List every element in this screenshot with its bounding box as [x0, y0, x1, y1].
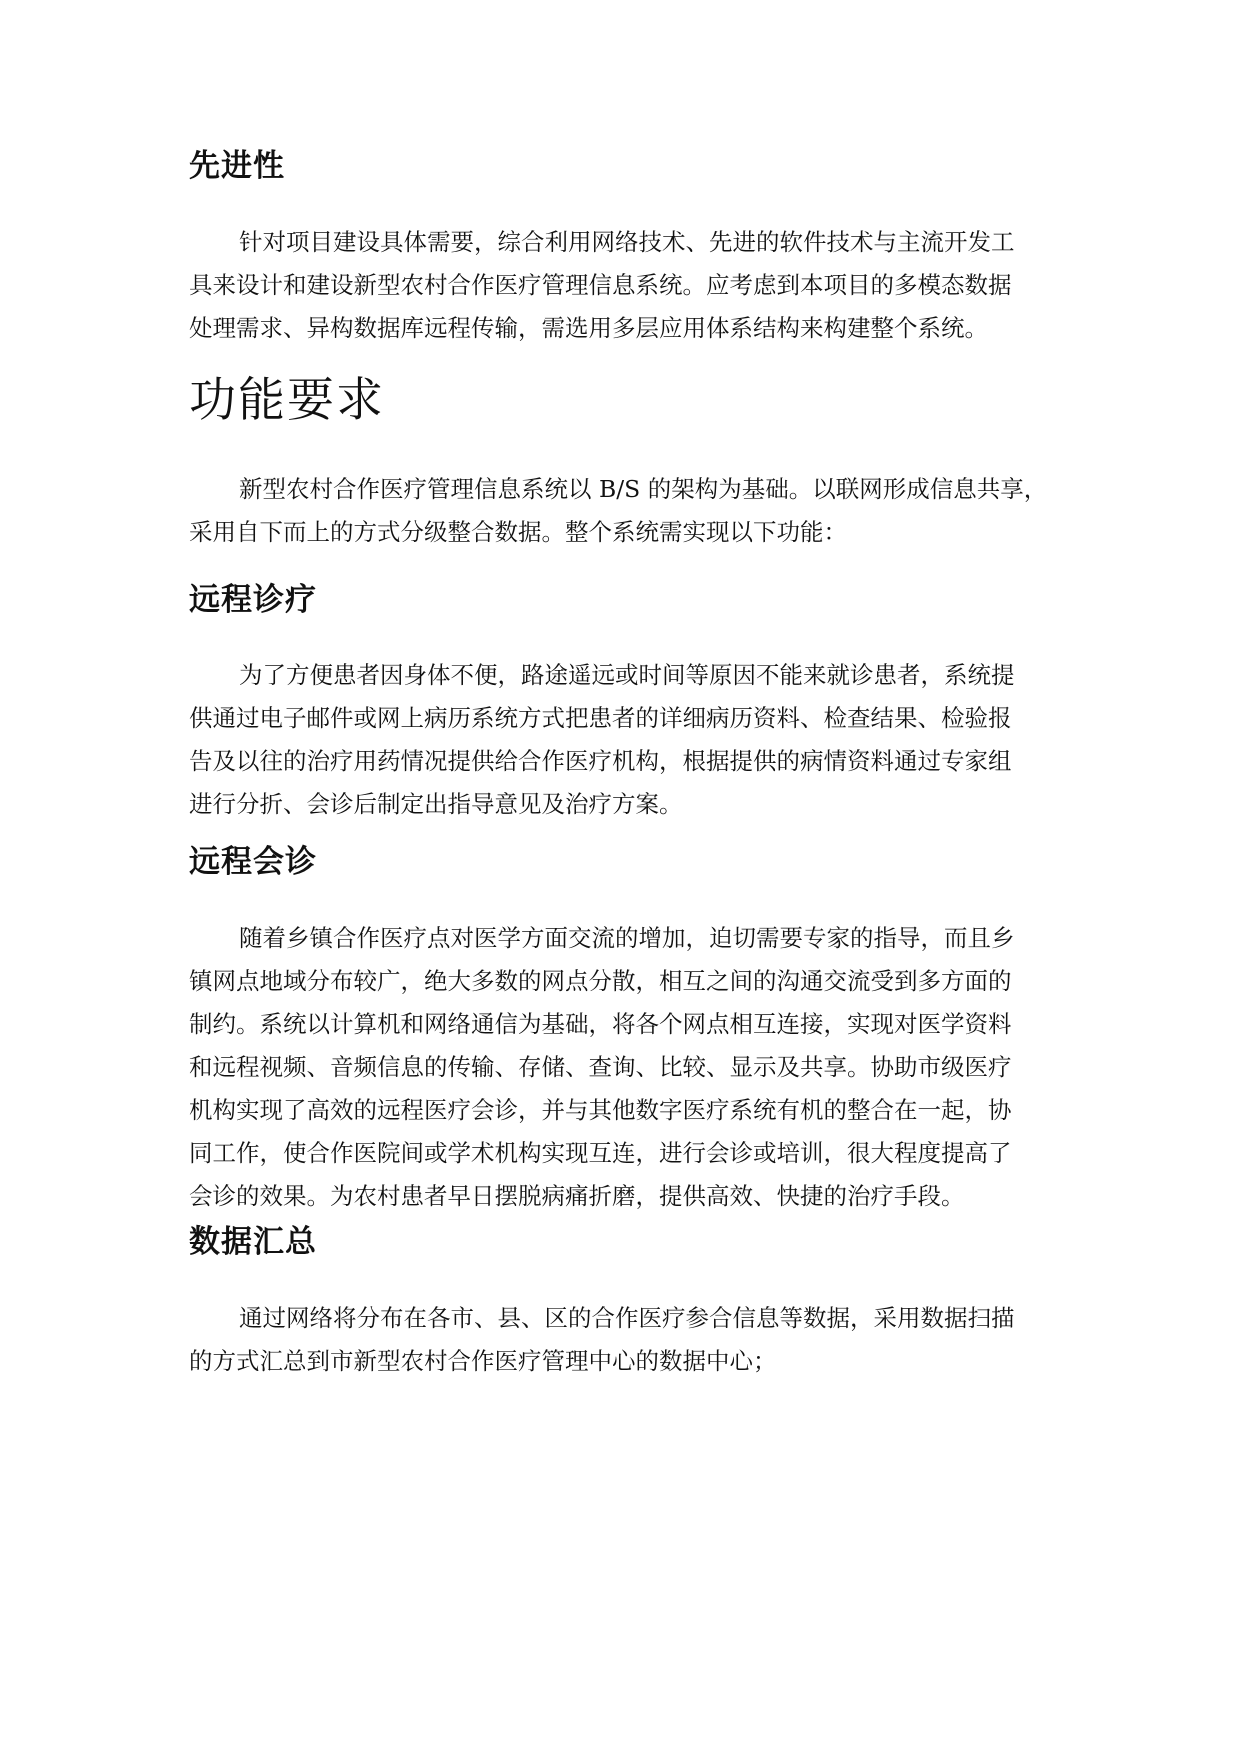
text-line: 具来设计和建设新型农村合作医疗管理信息系统。应考虑到本项目的多模态数据: [189, 271, 1012, 299]
text-line: 针对项目建设具体需要，综合利用网络技术、先进的软件技术与主流开发工: [239, 228, 1015, 256]
section-heading-advanced: 先进性: [189, 148, 285, 184]
text-line: 处理需求、异构数据库远程传输，需选用多层应用体系结构来构建整个系统。: [189, 314, 988, 342]
paragraph-data-summary: [189, 1297, 1059, 1383]
text-line: 为了方便患者因身体不便，路途遥远或时间等原因不能来就诊患者，系统提: [239, 661, 1015, 689]
text-line: 镇网点地域分布较广，绝大多数的网点分散，相互之间的沟通交流受到多方面的: [189, 967, 1012, 995]
section-heading-data-summary: 数据汇总: [189, 1224, 317, 1260]
text-line: 采用自下而上的方式分级整合数据。整个系统需实现以下功能：: [189, 518, 847, 546]
text-line: 同工作，使合作医院间或学术机构实现互连，进行会诊或培训，很大程度提高了: [189, 1139, 1012, 1167]
text-line: 通过网络将分布在各市、县、区的合作医疗参合信息等数据，采用数据扫描: [239, 1304, 1015, 1332]
text-line: 新型农村合作医疗管理信息系统以 B/S 的架构为基础。以联网形成信息共享，: [239, 475, 1048, 503]
paragraph-remote-diagnosis: [189, 654, 1059, 826]
text-line: 机构实现了高效的远程医疗会诊，并与其他数字医疗系统有机的整合在一起，协: [189, 1096, 1012, 1124]
text-line: 制约。系统以计算机和网络通信为基础，将各个网点相互连接，实现对医学资料: [189, 1010, 1012, 1038]
section-heading-remote-diagnosis: 远程诊疗: [189, 582, 317, 618]
text-line: 随着乡镇合作医疗点对医学方面交流的增加，迫切需要专家的指导，而且乡: [239, 924, 1015, 952]
text-line: 的方式汇总到市新型农村合作医疗管理中心的数据中心；: [189, 1347, 777, 1375]
paragraph-remote-consultation: [189, 917, 1059, 1218]
section-heading-remote-consultation: 远程会诊: [189, 844, 317, 880]
paragraph-functional-requirements: [189, 468, 1059, 554]
paragraph-advanced: [189, 221, 1059, 350]
text-line: 告及以往的治疗用药情况提供给合作医疗机构，根据提供的病情资料通过专家组: [189, 747, 1012, 775]
chapter-heading-functional-requirements: 功能要求: [189, 373, 385, 428]
text-line: 供通过电子邮件或网上病历系统方式把患者的详细病历资料、检查结果、检验报: [189, 704, 1012, 732]
text-line: 会诊的效果。为农村患者早日摆脱病痛折磨，提供高效、快捷的治疗手段。: [189, 1182, 965, 1210]
text-line: 进行分折、会诊后制定出指导意见及治疗方案。: [189, 790, 683, 818]
text-line: 和远程视频、音频信息的传输、存储、查询、比较、显示及共享。协助市级医疗: [189, 1053, 1012, 1081]
